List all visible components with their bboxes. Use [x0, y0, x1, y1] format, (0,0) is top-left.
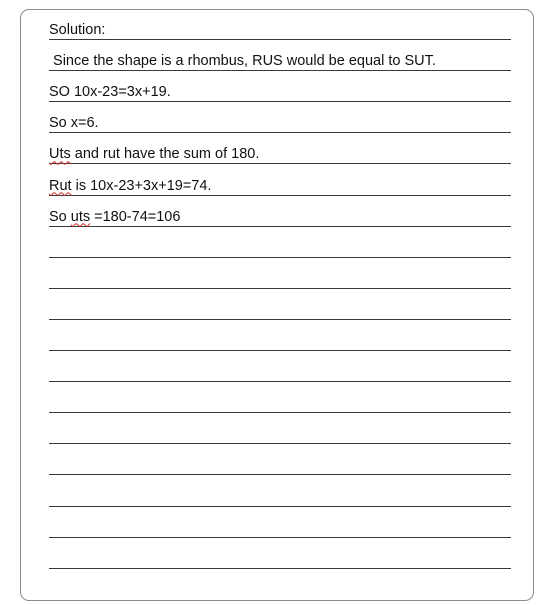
- ruled-line: [49, 101, 511, 102]
- lined-answer-sheet: [20, 9, 534, 601]
- spellcheck-underline: Rut: [49, 177, 72, 194]
- ruled-line: [49, 474, 511, 475]
- ruled-line: [49, 381, 511, 382]
- solution-line: Uts and rut have the sum of 180.: [49, 146, 260, 163]
- ruled-line: [49, 257, 511, 258]
- ruled-line: [49, 506, 511, 507]
- solution-line: Since the shape is a rhombus, RUS would be equal to SUT.: [49, 53, 436, 70]
- solution-line: So uts =180-74=106: [49, 208, 181, 225]
- ruled-line: [49, 163, 511, 164]
- solution-line: Rut is 10x-23+3x+19=74.: [49, 177, 212, 194]
- ruled-line: [49, 568, 511, 569]
- ruled-line: [49, 195, 511, 196]
- ruled-line: [49, 226, 511, 227]
- ruled-line: [49, 443, 511, 444]
- spellcheck-underline: uts: [70, 208, 91, 225]
- solution-line: SO 10x-23=3x+19.: [49, 84, 171, 101]
- ruled-line: [49, 537, 511, 538]
- ruled-line: [49, 350, 511, 351]
- solution-heading: Solution:: [49, 22, 106, 38]
- ruled-line: [49, 39, 511, 40]
- solution-line: So x=6.: [49, 115, 99, 132]
- ruled-line: [49, 70, 511, 71]
- spellcheck-underline: Uts: [49, 146, 71, 163]
- ruled-line: [49, 132, 511, 133]
- ruled-line: [49, 319, 511, 320]
- ruled-line: [49, 288, 511, 289]
- ruled-line: [49, 412, 511, 413]
